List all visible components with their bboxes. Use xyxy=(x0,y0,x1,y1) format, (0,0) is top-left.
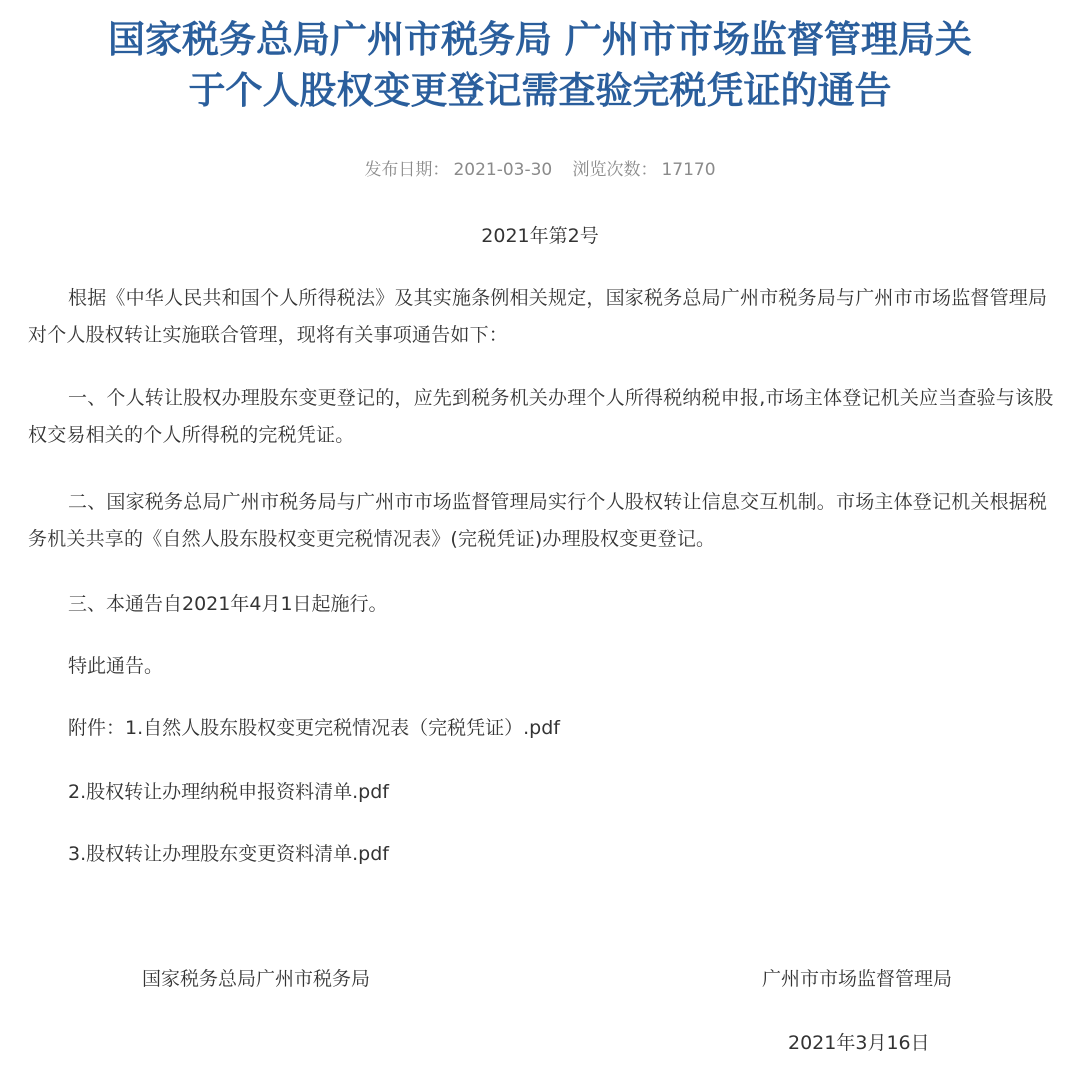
item-1-paragraph: 一、个人转让股权办理股东变更登记的，应先到税务机关办理个人所得税纳税申报,市场主体登记机关应当查验与该股权交易相关的个人所得税的完税凭证。 xyxy=(28,387,1054,446)
page-title xyxy=(20,14,1060,116)
view-count-label: 浏览次数： xyxy=(572,160,658,180)
attachments-label: 附件： xyxy=(68,717,126,739)
attachment-link-1[interactable]: 1.自然人股东股权变更完税情况表（完税凭证）.pdf xyxy=(125,717,560,739)
attachment-link-3[interactable]: 3.股权转让办理股东变更资料清单.pdf xyxy=(68,843,389,865)
publish-date-label: 发布日期： xyxy=(364,160,450,180)
attachment-row-1 xyxy=(68,712,560,744)
item-3-paragraph: 三、本通告自2021年4月1日起施行。 xyxy=(68,593,388,615)
signature-org-market-regulation: 广州市市场监督管理局 xyxy=(762,968,953,990)
intro-paragraph: 根据《中华人民共和国个人所得税法》及其实施条例相关规定，国家税务总局广州市税务局与广州市市场监督管理局对个人股权转让实施联合管理，现将有关事项通告如下： xyxy=(28,287,1048,346)
document-number: 2021年第2号 xyxy=(481,225,599,247)
attachment-link-2[interactable]: 2.股权转让办理纳税申报资料清单.pdf xyxy=(68,781,389,803)
attachment-row-2 xyxy=(68,776,389,808)
publish-date-value: 2021-03-30 xyxy=(453,160,553,180)
publish-meta xyxy=(0,156,1080,184)
page-title-line-1: 国家税务总局广州市税务局 广州市市场监督管理局关 xyxy=(108,18,972,61)
page-title-line-2: 于个人股权变更登记需查验完税凭证的通告 xyxy=(188,69,892,112)
signature-org-tax-bureau: 国家税务总局广州市税务局 xyxy=(142,968,371,990)
item-2-paragraph: 二、国家税务总局广州市税务局与广州市市场监督管理局实行个人股权转让信息交互机制。市场主体登记机关根据税务机关共享的《自然人股东股权变更完税情况表》(完税凭证)办理股权变更登记。 xyxy=(28,491,1048,550)
attachment-row-3 xyxy=(68,838,389,870)
signature-date: 2021年3月16日 xyxy=(788,1032,930,1054)
view-count-value: 17170 xyxy=(661,160,716,180)
closing-line: 特此通告。 xyxy=(68,655,164,677)
